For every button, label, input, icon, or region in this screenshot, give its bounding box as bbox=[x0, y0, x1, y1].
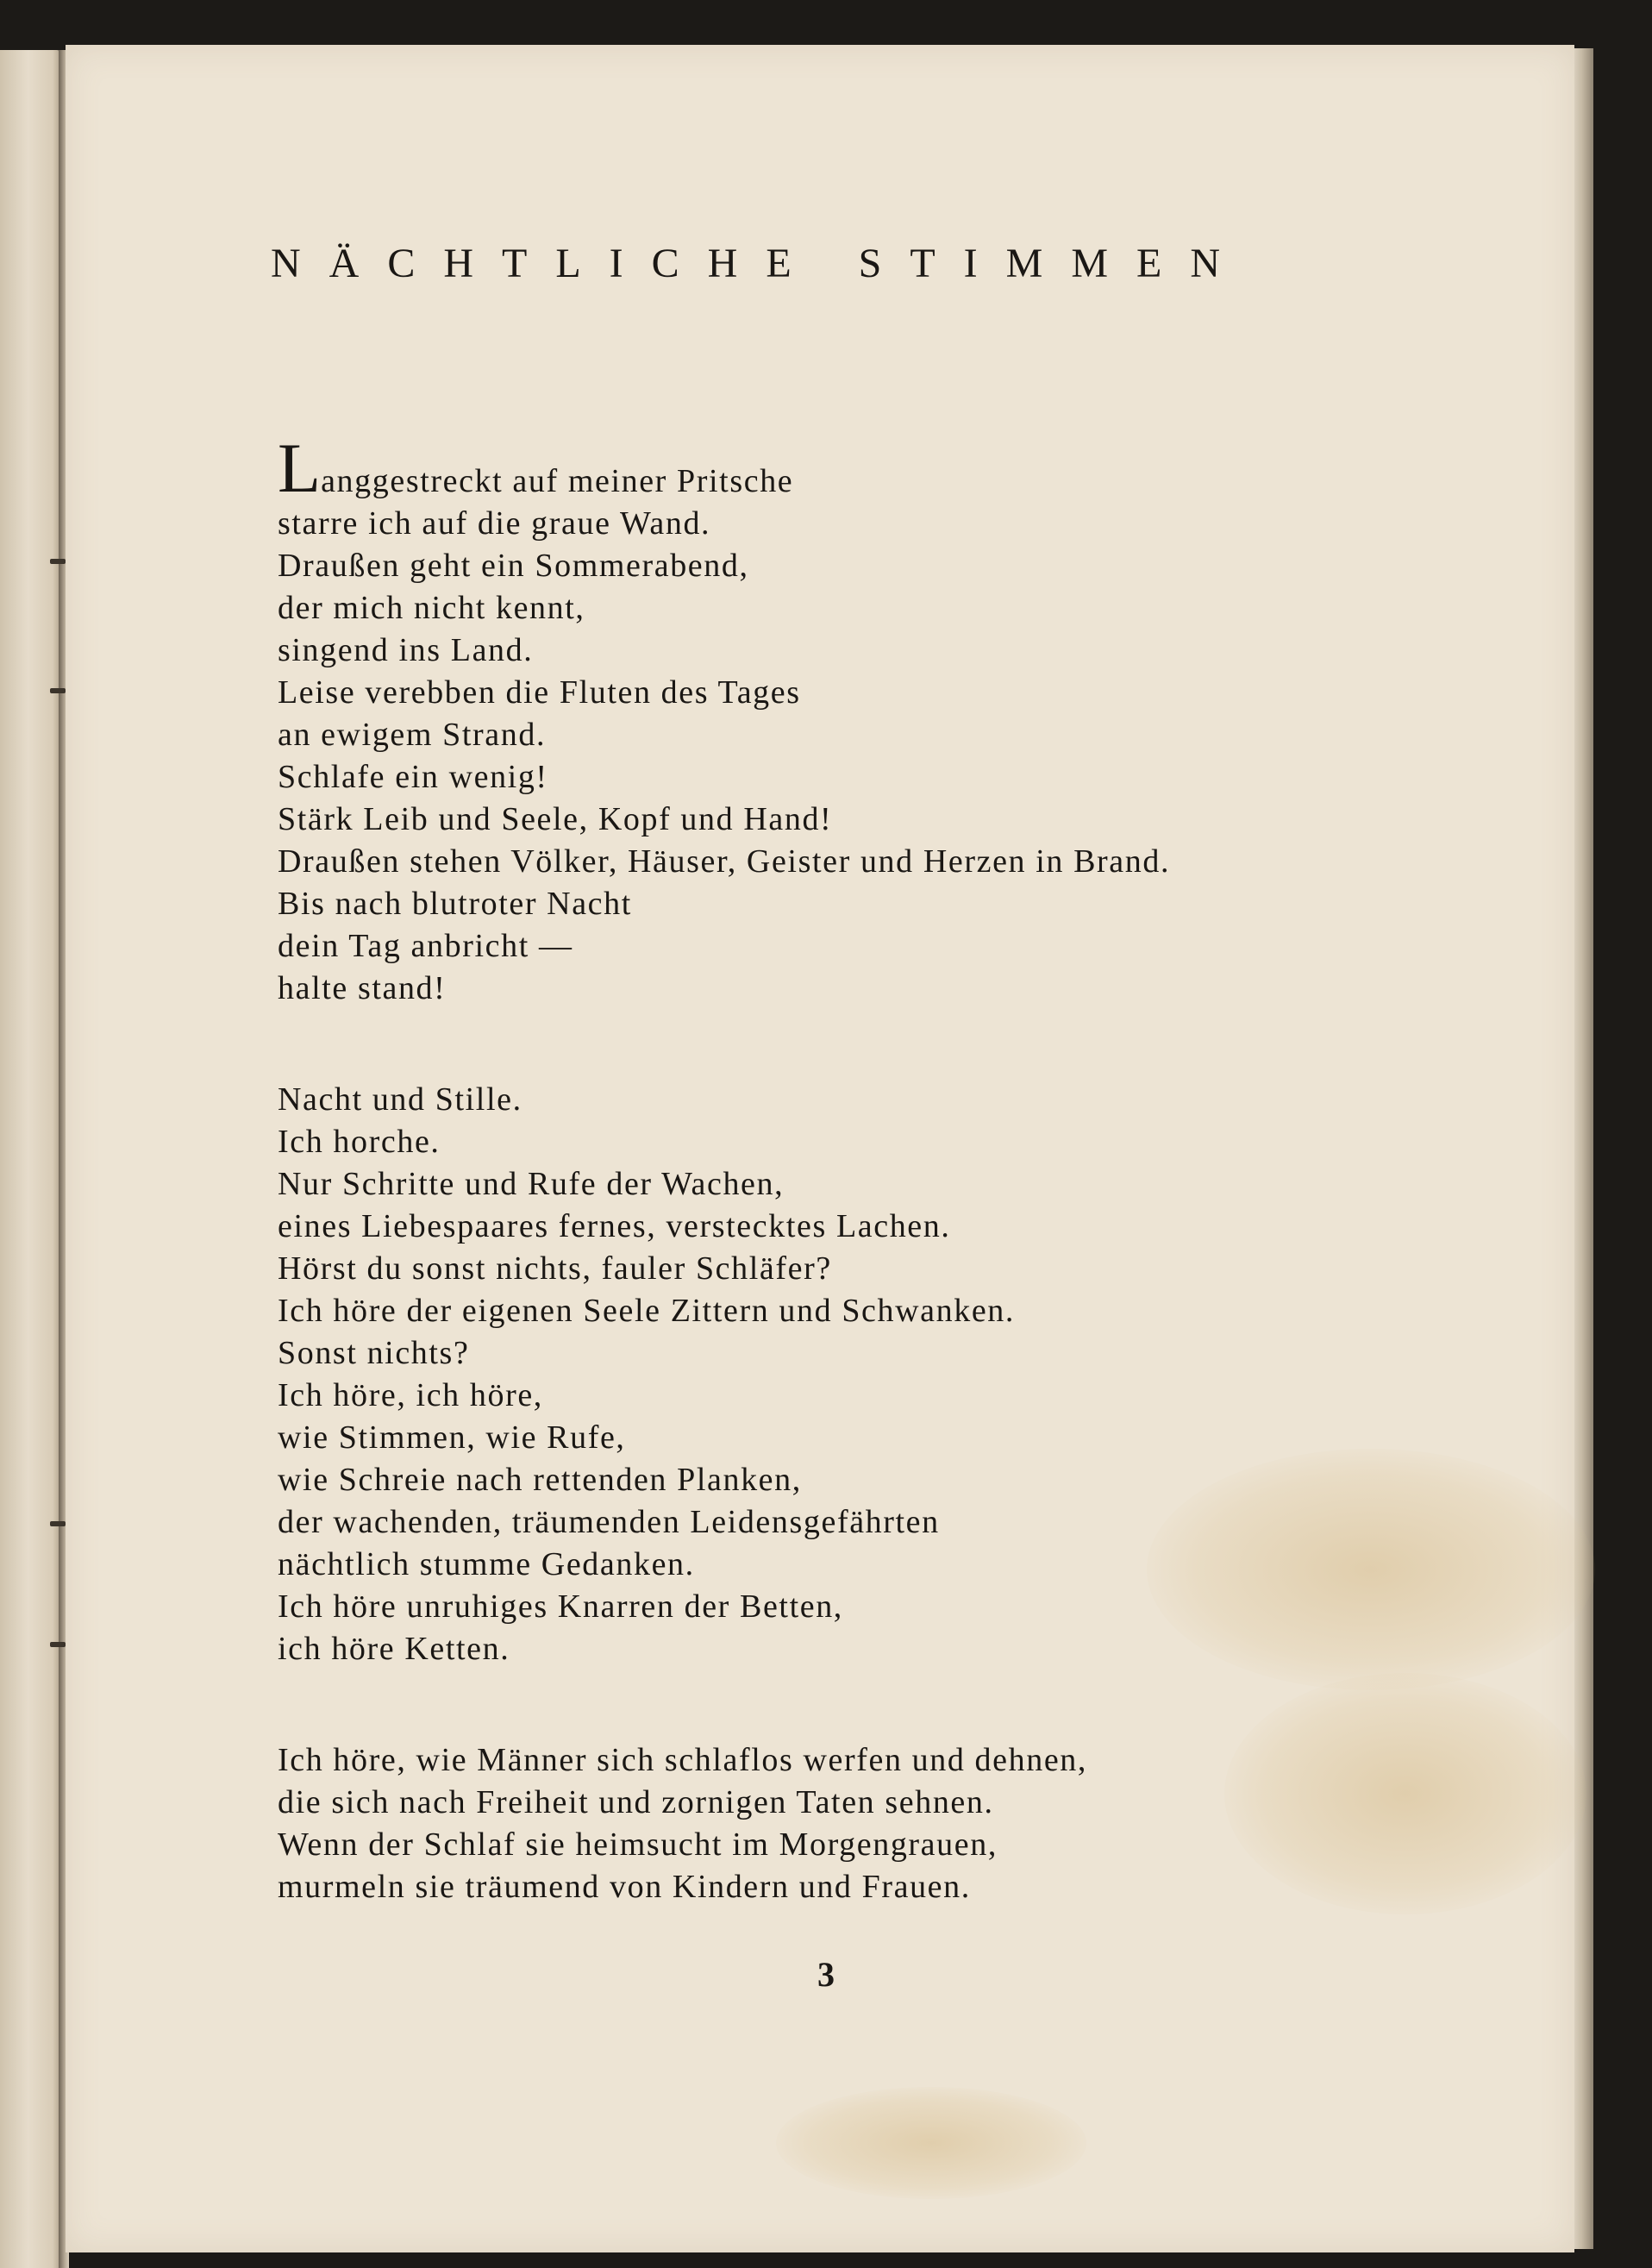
poem-line-text: die sich nach Freiheit und zornigen Taten sehnen. bbox=[278, 1784, 994, 1820]
stanza bbox=[278, 429, 1399, 1010]
poem-line bbox=[278, 883, 1399, 925]
poem-line-text: halte stand! bbox=[278, 970, 447, 1006]
poem-line-text: Ich höre, wie Männer sich schlaflos werfen und dehnen, bbox=[278, 1742, 1087, 1778]
poem-line bbox=[278, 1417, 1399, 1459]
poem-line bbox=[278, 1782, 1399, 1824]
poem-line bbox=[278, 545, 1399, 587]
poem-line-text: Ich horche. bbox=[278, 1124, 441, 1160]
poem-line-text: ich höre Ketten. bbox=[278, 1631, 510, 1667]
poem-line-text: starre ich auf die graue Wand. bbox=[278, 505, 711, 542]
poem-line bbox=[278, 925, 1399, 968]
poem-line bbox=[278, 1163, 1399, 1206]
poem-line bbox=[278, 799, 1399, 841]
poem-line-text: Ich höre der eigenen Seele Zittern und Schwanken. bbox=[278, 1293, 1015, 1329]
poem-line bbox=[278, 1375, 1399, 1417]
poem-line bbox=[278, 503, 1399, 545]
poem-line-text: Nacht und Stille. bbox=[278, 1081, 523, 1118]
poem-line-text: Nur Schritte und Rufe der Wachen, bbox=[278, 1166, 785, 1202]
poem-line bbox=[278, 714, 1399, 756]
staple bbox=[50, 559, 66, 564]
staple bbox=[50, 1642, 66, 1647]
poem-line-text: singend ins Land. bbox=[278, 632, 534, 668]
stanza bbox=[278, 1079, 1399, 1670]
poem-body bbox=[278, 429, 1399, 1908]
staple bbox=[50, 688, 66, 693]
poem-line-text: Bis nach blutroter Nacht bbox=[278, 886, 632, 922]
poem-line bbox=[278, 1501, 1399, 1544]
poem-line bbox=[278, 1121, 1399, 1163]
page-fore-edge bbox=[1574, 48, 1593, 2249]
facing-page-edge bbox=[0, 50, 62, 2268]
poem-line-text: wie Stimmen, wie Rufe, bbox=[278, 1419, 626, 1456]
poem-line-text: Ich höre unruhiges Knarren der Betten, bbox=[278, 1588, 843, 1625]
poem-line bbox=[278, 630, 1399, 672]
poem-line bbox=[278, 1332, 1399, 1375]
staple bbox=[50, 1521, 66, 1526]
poem-line bbox=[278, 429, 1399, 507]
poem-line-text: Schlafe ein wenig! bbox=[278, 759, 548, 795]
poem-line bbox=[278, 1866, 1399, 1908]
poem-line-text: Leise verebben die Fluten des Tages bbox=[278, 674, 801, 711]
poem-line bbox=[278, 1628, 1399, 1670]
poem-line-text: Draußen geht ein Sommerabend, bbox=[278, 548, 749, 584]
poem-line bbox=[278, 1079, 1399, 1121]
poem-line-text: der mich nicht kennt, bbox=[278, 590, 585, 626]
poem-line-text: Draußen stehen Völker, Häuser, Geister und Herzen in Brand. bbox=[278, 843, 1171, 880]
poem-line-text: an ewigem Strand. bbox=[278, 717, 547, 753]
poem-line bbox=[278, 756, 1399, 799]
poem-line bbox=[278, 1459, 1399, 1501]
poem-line bbox=[278, 1544, 1399, 1586]
poem-line-text: Wenn der Schlaf sie heimsucht im Morgengrauen, bbox=[278, 1826, 998, 1863]
poem-line-text: dein Tag anbricht — bbox=[278, 928, 573, 964]
poem-line-text: Sonst nichts? bbox=[278, 1335, 470, 1371]
poem-line-text: Ich höre, ich höre, bbox=[278, 1377, 543, 1413]
poem-line-text: Stärk Leib und Seele, Kopf und Hand! bbox=[278, 801, 833, 837]
poem-line-text: anggestreckt auf meiner Pritsche bbox=[321, 463, 794, 499]
poem-line-text: wie Schreie nach rettenden Planken, bbox=[278, 1462, 802, 1498]
poem-line bbox=[278, 968, 1399, 1010]
poem-line-text: murmeln sie träumend von Kindern und Frauen. bbox=[278, 1869, 971, 1905]
poem-line bbox=[278, 1290, 1399, 1332]
drop-cap: L bbox=[278, 429, 322, 507]
poem-line bbox=[278, 1586, 1399, 1628]
poem-line bbox=[278, 672, 1399, 714]
water-stain bbox=[776, 2087, 1086, 2199]
stanza bbox=[278, 1739, 1399, 1908]
poem-line bbox=[278, 841, 1399, 883]
poem-line bbox=[278, 587, 1399, 630]
poem-line bbox=[278, 1739, 1399, 1782]
poem-line bbox=[278, 1824, 1399, 1866]
poem-line bbox=[278, 1248, 1399, 1290]
poem-line-text: Hörst du sonst nichts, fauler Schläfer? bbox=[278, 1250, 832, 1287]
poem-title: NÄCHTLICHE STIMMEN bbox=[271, 241, 1248, 286]
poem-line bbox=[278, 1206, 1399, 1248]
page-number: 3 bbox=[817, 1955, 835, 1994]
poem-line-text: nächtlich stumme Gedanken. bbox=[278, 1546, 695, 1582]
poem-line-text: eines Liebespaares fernes, verstecktes Lachen. bbox=[278, 1208, 951, 1244]
poem-line-text: der wachenden, träumenden Leidensgefährten bbox=[278, 1504, 940, 1540]
